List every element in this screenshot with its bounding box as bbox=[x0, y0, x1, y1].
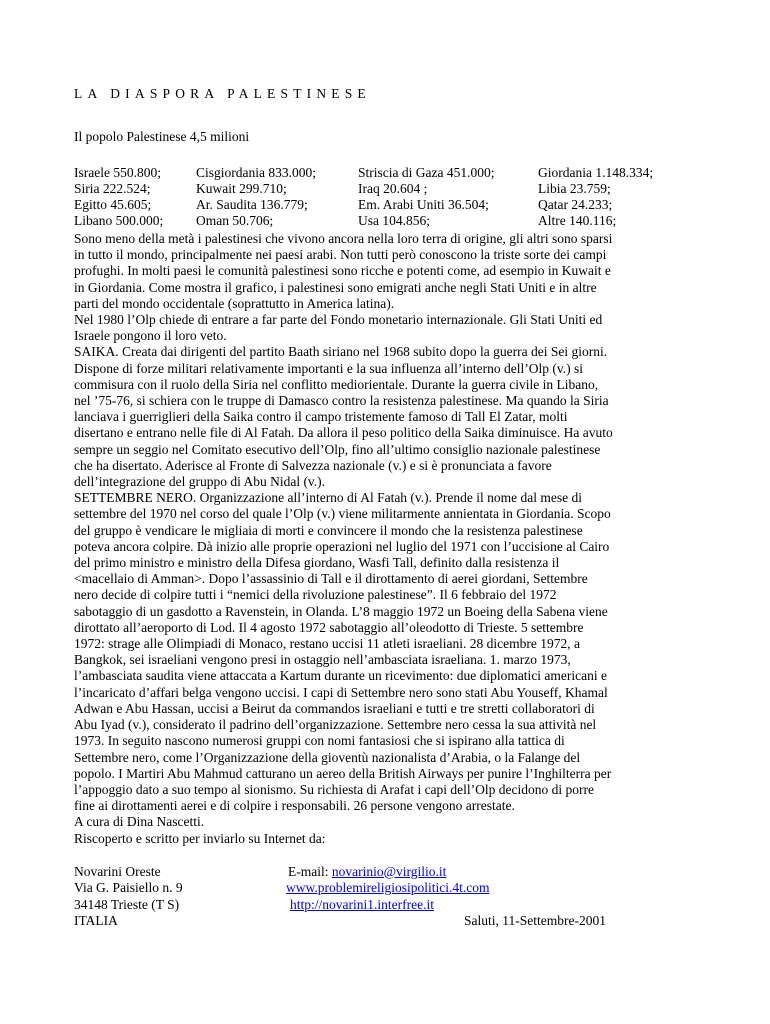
population-entry: Qatar 24.233; bbox=[538, 197, 613, 212]
email-link[interactable]: novarinio@virgilio.it bbox=[331, 863, 447, 879]
paragraph-credit: A cura di Dina Nascetti. bbox=[74, 814, 205, 830]
document-title: LA DIASPORA PALESTINESE bbox=[74, 86, 371, 101]
population-entry: Oman 50.706; bbox=[196, 213, 274, 228]
population-entry: Usa 104.856; bbox=[358, 213, 430, 228]
document-page bbox=[74, 86, 694, 928]
author-city: 34148 Trieste (T S) bbox=[74, 896, 180, 912]
signature-block bbox=[74, 864, 694, 928]
paragraph-diaspora: Sono meno della metà i palestinesi che vivono ancora nella loro terra di origine, gli altri sono sparsi in tutto il mondo, principalmente nei paesi arabi. Non tutti però conoscono la triste sorte dei campi profughi. In molti paesi le comunità palestinesi sono ricche e potenti come, ad esempio in Kuwait e in Giordania. Come mostra il grafico, i palestinesi sono emigrati anche negli Stati Uniti e in altre parti del mondo occidentale (soprattutto in America latina). bbox=[74, 231, 613, 311]
population-entry: Siria 222.524; bbox=[74, 181, 151, 196]
population-entry: Iraq 20.604 ; bbox=[358, 181, 428, 196]
population-entry: Em. Arabi Uniti 36.504; bbox=[358, 197, 489, 212]
author-country: ITALIA bbox=[74, 913, 118, 929]
population-entry: Israele 550.800; bbox=[74, 165, 161, 180]
population-entry: Cisgiordania 833.000; bbox=[196, 165, 316, 180]
paragraph-saika: SAIKA. Creata dai dirigenti del partito Baath siriano nel 1968 subito dopo la guerra dei Sei giorni. Dispone di forze militari relativamente importanti e la sua influenza all’interno dell’Olp (v.) si commisura con il ruolo della Siria nel conflitto mediorientale. Durante la guerra civile in Libano, nel ’75-76, si schiera con le truppe di Damasco contro la resistenza palestinese. Ma quando la Siria lanciava i guerriglieri della Saika contro il campo tristemente famoso di Tall El Zatar, molti disertano e entrano nelle file di Al Fatah. Da allora il peso politico della Saika diminuisce. Ha avuto sempre un seggio nel Comitato esecutivo dell’Olp, fino all’ultimo consiglio nazionale palestinese che ha disertato. Aderisce al Fronte di Salvezza nazionale (v.) e si è pronunciata a favore dell’integrazione del gruppo di Abu Nidal (v.). bbox=[74, 344, 613, 490]
website-link-1[interactable]: www.problemireligiosipolitici.4t.com bbox=[286, 880, 490, 896]
population-entry: Altre 140.116; bbox=[538, 213, 617, 228]
email-label: E-mail: bbox=[288, 863, 332, 879]
document-subtitle: Il popolo Palestinese 4,5 milioni bbox=[74, 129, 250, 144]
population-entry: Libano 500.000; bbox=[74, 213, 164, 228]
population-entry: Ar. Saudita 136.779; bbox=[196, 197, 308, 212]
population-entry: Giordania 1.148.334; bbox=[538, 165, 654, 180]
paragraph-discovered: Riscoperto e scritto per inviarlo su Internet da: bbox=[74, 830, 326, 846]
author-street: Via G. Paisiello n. 9 bbox=[74, 880, 183, 896]
population-entry: Kuwait 299.710; bbox=[196, 181, 287, 196]
paragraph-settembre-nero: SETTEMBRE NERO. Organizzazione all’interno di Al Fatah (v.). Prende il nome dal mese di settembre del 1970 nel corso del quale l’Olp (v.) viene militarmente annientata in Giordania. Scopo del gruppo è vendicare le migliaia di morti e convincere il mondo che la resistenza palestinese poteva ancora colpire. Dà inizio alle proprie operazioni nel luglio del 1971 con l’uccisione al Cairo del primo ministro e ministro della Difesa giordano, Wasfi Tall, definito dalla resistenza il <macellaio di Amman>. Dopo l’assassinio di Tall e il dirottamento di aerei giordani, Settembre nero decide di colpire tutti i “nemici della rivoluzione palestinese”. Il 6 febbraio del 1972 sabotaggio di un gasdotto a Ravenstein, in Olanda. L’8 maggio 1972 un Boeing della Sabena viene dirottato all’aeroporto di Lod. Il 4 agosto 1972 sabotaggio all’oleodotto di Trieste. 5 settembre 1972: strage alle Olimpiadi di Monaco, restano uccisi 11 atleti israeliani. 28 dicembre 1972, a Bangkok, sei israeliani vengono presi in ostaggio nell’ambasciata israeliana. 1. marzo 1973, l’ambasciata saudita viene attaccata a Kartum durante un ricevimento: due diplomatici americani e l’incaricato d’affari belga vengono uccisi. I capi di Settembre nero sono stati Abu Youseff, Khamal Adwan e Abu Hassan, uccisi a Beirut da commandos israeliani e tutti e tre stretti collaboratori di Abu Iyad (v.), considerato il padrino dell’organizzazione. Settembre nero cessa la sua attività nel 1973. In seguito nascono numerosi gruppi con nomi fantasiosi che si ispirano alla tattica di Settembre nero, come l’Organizzazione della gioventù nazionalista d’Arabia, o la Falange del popolo. I Martiri Abu Mahmud catturano un aereo della British Airways per punire l’Inghilterra per l’appoggio dato a suo tempo al sionismo. Su richiesta di Arafat i capi dell’Olp decidono di porre fine ai dirottamenti aerei e di colpire i responsabili. 26 persone vengono arrestate. bbox=[74, 490, 612, 814]
population-entry: Striscia di Gaza 451.000; bbox=[358, 165, 495, 180]
email-line bbox=[288, 864, 446, 881]
paragraph-fmi: Nel 1980 l’Olp chiede di entrare a far parte del Fondo monetario internazionale. Gli Stati Uniti ed Israele pongono il loro veto. bbox=[74, 312, 603, 344]
website-link-2[interactable]: http://novarini1.interfree.it bbox=[290, 896, 434, 912]
closing-date: Saluti, 11-Settembre-2001 bbox=[464, 913, 606, 929]
author-name: Novarini Oreste bbox=[74, 863, 161, 879]
population-entry: Libia 23.759; bbox=[538, 181, 611, 196]
population-table bbox=[74, 165, 694, 231]
population-entry: Egitto 45.605; bbox=[74, 197, 152, 212]
